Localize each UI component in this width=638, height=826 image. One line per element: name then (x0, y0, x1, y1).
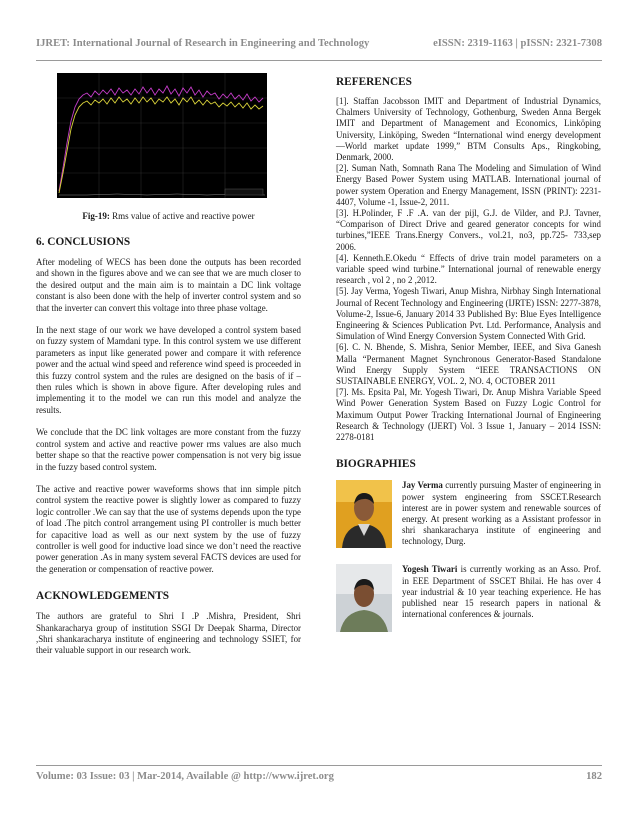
references-list (336, 96, 601, 443)
figure-label: Fig-19: (82, 211, 110, 221)
reference-item: [7]. Ms. Epsita Pal, Mr. Yogesh Tiwari, Dr. Anup Mishra Variable Speed Wind Power Generation System Based on Fuzzy Logic Control for Maximum Output Power Tracking International Journal of Engineering Research & Technology (IJERT) Vol. 3 Issue 1, January – 2014 ISSN: 2278-0181 (336, 387, 601, 443)
footer-divider (36, 765, 602, 766)
journal-issn: eISSN: 2319-1163 | pISSN: 2321-7308 (433, 38, 602, 49)
conclusions-heading: 6. CONCLUSIONS (36, 236, 131, 248)
biography-jay-verma (336, 480, 601, 548)
references-heading: REFERENCES (336, 76, 412, 88)
conclusions-paragraph-4: The active and reactive power waveforms shows that inn simple pitch control system the reactive power is slightly lower as compared to fuzzy logic controller .We can say that the use of systems depends upon the type of load .The pitch control arrangement using PI controller is much better for capacitive load as well as our next system by the use of fuzzy controller is well good for inductive load since we don’t need the reactive power generation .As in many system several FACTS devices are used for the generation or compensation of reactive power. (36, 483, 301, 574)
biographies-heading: BIOGRAPHIES (336, 458, 416, 471)
author-photo (336, 480, 392, 548)
biography-yogesh-tiwari (336, 564, 601, 632)
conclusions-paragraph-3: We conclude that the DC link voltages are more constant from the fuzzy control system and active and reactive power rms values are also much better shape so that the reactive power compensation is not very big issue in the fuzzy based control system. (36, 427, 301, 472)
figure-caption (36, 211, 301, 224)
footer-volume: Volume: 03 Issue: 03 | Mar-2014, Available @ http://www.ijret.org (36, 771, 334, 782)
reference-item: [5]. Jay Verma, Yogesh Tiwari, Anup Mishra, Nirbhay Singh International Journal of Recent Technology and Engineering (IJRTE) ISSN: 2277-3878, Volume-2, Issue-6, January 2014 33 Published By: Blue Eyes Intelligence Engineering & Sciences Publication Pvt. Ltd. Performance, Analysis and Simulation of Wind Energy Conversion System Connected With Grid. (336, 286, 601, 342)
reference-item: [1]. Staffan Jacobsson IMIT and Department of Industrial Dynamics, Chalmers University of Technology, Gothenburg, Sweden Anna Bergek IMIT and Department of Management and Economics, Linköping University, Linköping, Sweden “International wind energy development—World market update 1999,” BTM Consults Aps., Ringkobing, Denmark, 2000. (336, 96, 601, 163)
biography-name: Yogesh Tiwari (402, 564, 458, 575)
biography-text: Yogesh Tiwari is currently working as an Asso. Prof. in EEE Department of SSCET Bhilai. He has over 4 year industrial & 10 year teaching experience. He has published near 15 research papers in national & international conferences & journals. (402, 564, 601, 620)
right-column (336, 76, 601, 632)
page-footer (36, 771, 602, 782)
page-number: 182 (586, 771, 602, 782)
author-photo (336, 564, 392, 632)
header-divider (36, 60, 602, 61)
reference-item: [2]. Suman Nath, Somnath Rana The Modeling and Simulation of Wind Energy Based Power System using MATLAB. International journal of power system Operation and Energy Management, ISSN (PRINT): 2231-4407, Volume -1, Issue-2, 2011. (336, 163, 601, 207)
acknowledgements-text: The authors are grateful to Shri I .P .Mishra, President, Shri Shankaracharya group of institution SSGI Dr Deepak Sharma, Director ,Shri shankaracharya institute of engineering and technology SSIET, for their valuable support in our research work. (36, 611, 301, 656)
journal-title: IJRET: International Journal of Research in Engineering and Technology (36, 38, 370, 49)
conclusions-paragraph-2: In the next stage of our work we have developed a control system based on fuzzy system of Mamdani type. In this control system we use different parameters as input like generated power and compare it with reference power and the actual wind speed and reference wind speed is proceeded in this fuzzy control system and the rules are designed on the basis of if – then rules which is shown in above figure. After developing rules and implementing it to the model we can run this model and analyze the results. (36, 325, 301, 415)
conclusions-paragraph-1: After modeling of WECS has been done the outputs has been recorded and shown in the figures above and we can see that we are much closer to the desired output and the main aim is to maintain a DC link voltage constant is also been done with the help of inverter control system and so that the inverter can convert this voltage into three phase voltage. (36, 257, 301, 313)
reference-item: [4]. Kenneth.E.Okedu “ Effects of drive train model parameters on a variable speed wind turbine.” International journal of renewable energy research , vol 2 , no 2 ,2012. (336, 252, 601, 286)
biography-name: Jay Verma (402, 480, 443, 491)
biography-text: Jay Verma currently pursuing Master of engineering in power system engineering from SSCET.Research interest are in power system and renewable sources of energy. At present working as a Assistant professor in shri shankaracharya institute of engineering and technology, Durg. (402, 480, 601, 547)
acknowledgements-heading: ACKNOWLEDGEMENTS (36, 590, 170, 603)
figure-19 (57, 73, 267, 198)
reference-item: [3]. H.Polinder, F .F .A. van der pijl, G.J. de Vilder, and P.J. Tavner, “Comparison of Direct Drive and geared generator concepts for wind turbines,”IEEE Trans.Energy Convers., vol.21, no3, pp.725- 733,sep 2006. (336, 208, 601, 252)
figure-caption-text: Rms value of active and reactive power (109, 211, 255, 221)
journal-header (36, 38, 602, 49)
waveform-plot (57, 73, 267, 198)
reference-item: [6]. C. N. Bhende, S. Mishra, Senior Member, IEEE, and Siva Ganesh Malla “Permanent Magnet Synchronous Generator-Based Standalone Wind Energy Supply System “IEEE TRANSACTIONS ON SUSTAINABLE ENERGY, VOL. 2, NO. 4, OCTOBER 2011 (336, 342, 601, 387)
left-column (36, 73, 301, 657)
